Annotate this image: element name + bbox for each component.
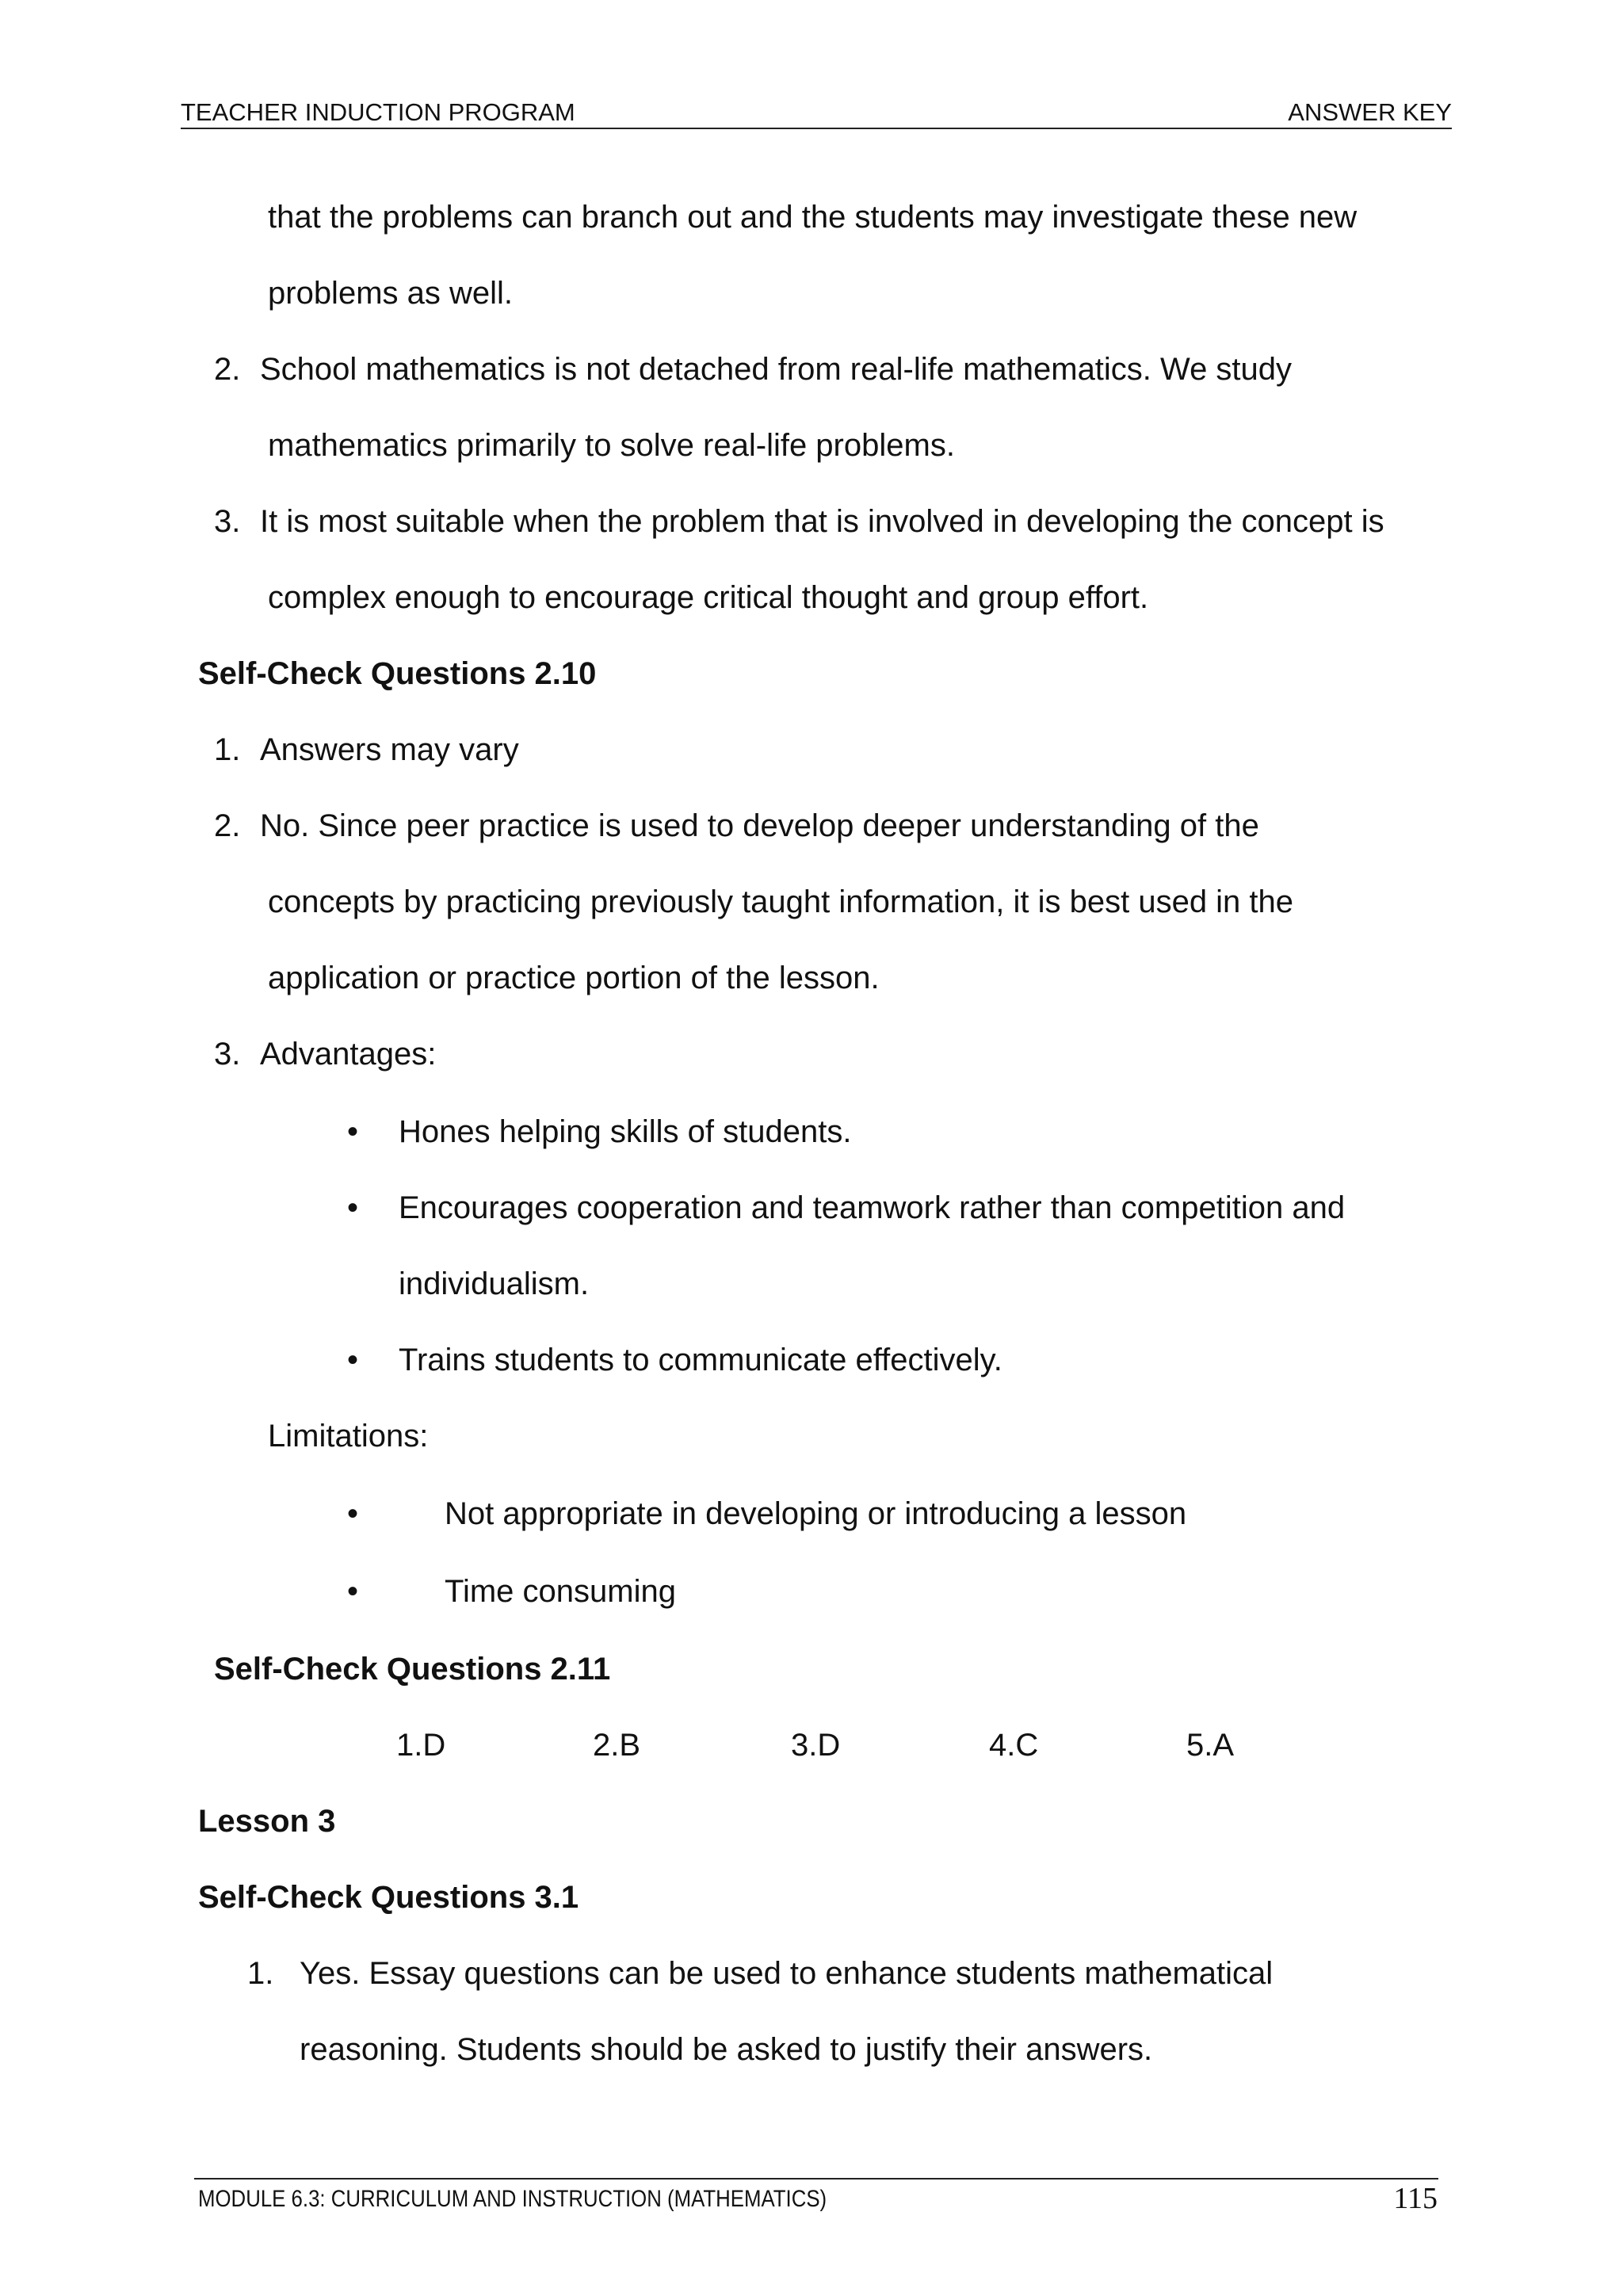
item3-line-2: complex enough to encourage critical thought and group effort. [268,580,1149,615]
sc211-heading: Self-Check Questions 2.11 [214,1652,611,1687]
sc210-item3-number: 3. [214,1037,241,1072]
sc31-item1-number: 1. [247,1956,274,1991]
advantage-item-2: Encourages cooperation and teamwork rather than competition and [399,1190,1346,1225]
header-rule [181,128,1452,129]
sc211-answer-3: 3.D [791,1728,841,1763]
sc211-answer-1: 1.D [396,1728,446,1763]
advantage-item-3: Trains students to communicate effectively. [399,1343,1002,1377]
limitations-label: Limitations: [268,1419,429,1454]
sc210-item2-number: 2. [214,808,241,843]
limitation-item-1: Not appropriate in developing or introducing a lesson [445,1496,1187,1531]
sc31-item1-line-2: reasoning. Students should be asked to justify their answers. [300,2032,1153,2067]
advantage-item-1: Hones helping skills of students. [399,1114,852,1149]
intro-line-2: problems as well. [268,276,514,311]
sc31-heading: Self-Check Questions 3.1 [198,1880,579,1915]
advantage-bullet: • [347,1343,359,1377]
item2-number: 2. [214,352,241,387]
lesson3-heading: Lesson 3 [198,1804,336,1839]
header-program-title: TEACHER INDUCTION PROGRAM [181,98,575,126]
advantage-bullet: • [347,1114,359,1149]
sc31-item1-line-1: Yes. Essay questions can be used to enhance students mathematical [300,1956,1274,1991]
limitation-bullet: • [347,1496,359,1531]
sc210-item2-line-3: application or practice portion of the lesson. [268,961,880,995]
item2-line-1: School mathematics is not detached from real-life mathematics. We study [260,352,1293,387]
sc210-item1-text: Answers may vary [260,732,519,767]
footer-rule [194,2178,1438,2179]
limitation-item-2: Time consuming [445,1574,676,1609]
page-number: 115 [1393,2182,1438,2215]
advantage-item-2-cont: individualism. [399,1266,590,1301]
sc210-item2-line-1: No. Since peer practice is used to develop deeper understanding of the [260,808,1259,843]
advantages-label: Advantages: [260,1037,437,1072]
item3-number: 3. [214,504,241,539]
limitation-bullet: • [347,1574,359,1609]
sc211-answer-4: 4.C [989,1728,1039,1763]
footer-module-title: MODULE 6.3: CURRICULUM AND INSTRUCTION (MATHEMATICS) [198,2186,827,2212]
item3-line-1: It is most suitable when the problem that is involved in developing the concept is [260,504,1384,539]
sc211-answer-5: 5.A [1186,1728,1235,1763]
sc210-item1-number: 1. [214,732,241,767]
intro-line-1: that the problems can branch out and the students may investigate these new [268,200,1358,235]
sc211-answer-2: 2.B [593,1728,641,1763]
advantage-bullet: • [347,1190,359,1225]
header-section-title: ANSWER KEY [1288,98,1452,126]
sc210-heading: Self-Check Questions 2.10 [198,656,597,691]
sc210-item2-line-2: concepts by practicing previously taught information, it is best used in the [268,884,1294,919]
item2-line-2: mathematics primarily to solve real-life problems. [268,428,955,463]
